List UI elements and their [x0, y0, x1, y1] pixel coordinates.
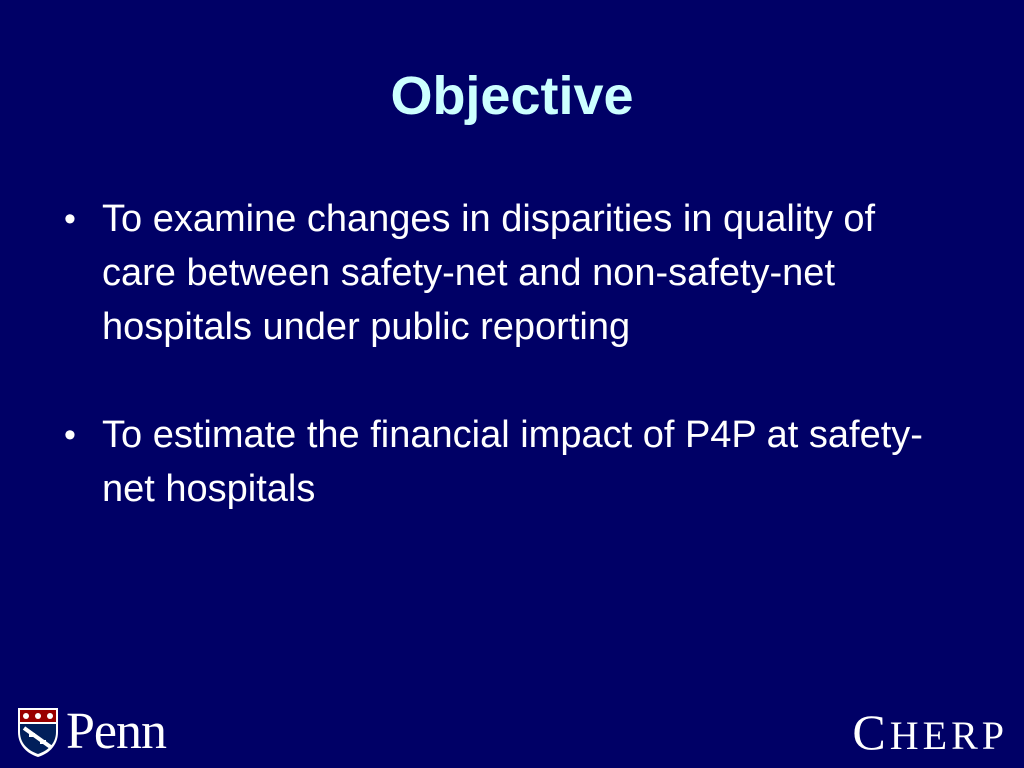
cherp-logo	[852, 704, 1008, 768]
penn-shield-icon	[16, 706, 60, 758]
bullet-marker: •	[64, 416, 76, 454]
bullet-item	[60, 408, 960, 516]
bullet-list	[60, 192, 960, 516]
bullet-text: To estimate the financial impact of P4P at safety-net hospitals	[102, 414, 923, 510]
slide-title: Objective	[390, 66, 634, 126]
bullet-item	[60, 192, 960, 354]
penn-wordmark: Penn	[66, 703, 166, 760]
cherp-rest: HERP	[889, 713, 1008, 758]
penn-logo	[16, 703, 166, 760]
bullet-text: To examine changes in disparities in quality of care between safety-net and non-safety-net hospitals under public reporting	[102, 198, 876, 348]
cherp-initial: C	[852, 704, 890, 760]
bullet-marker: •	[64, 200, 76, 238]
